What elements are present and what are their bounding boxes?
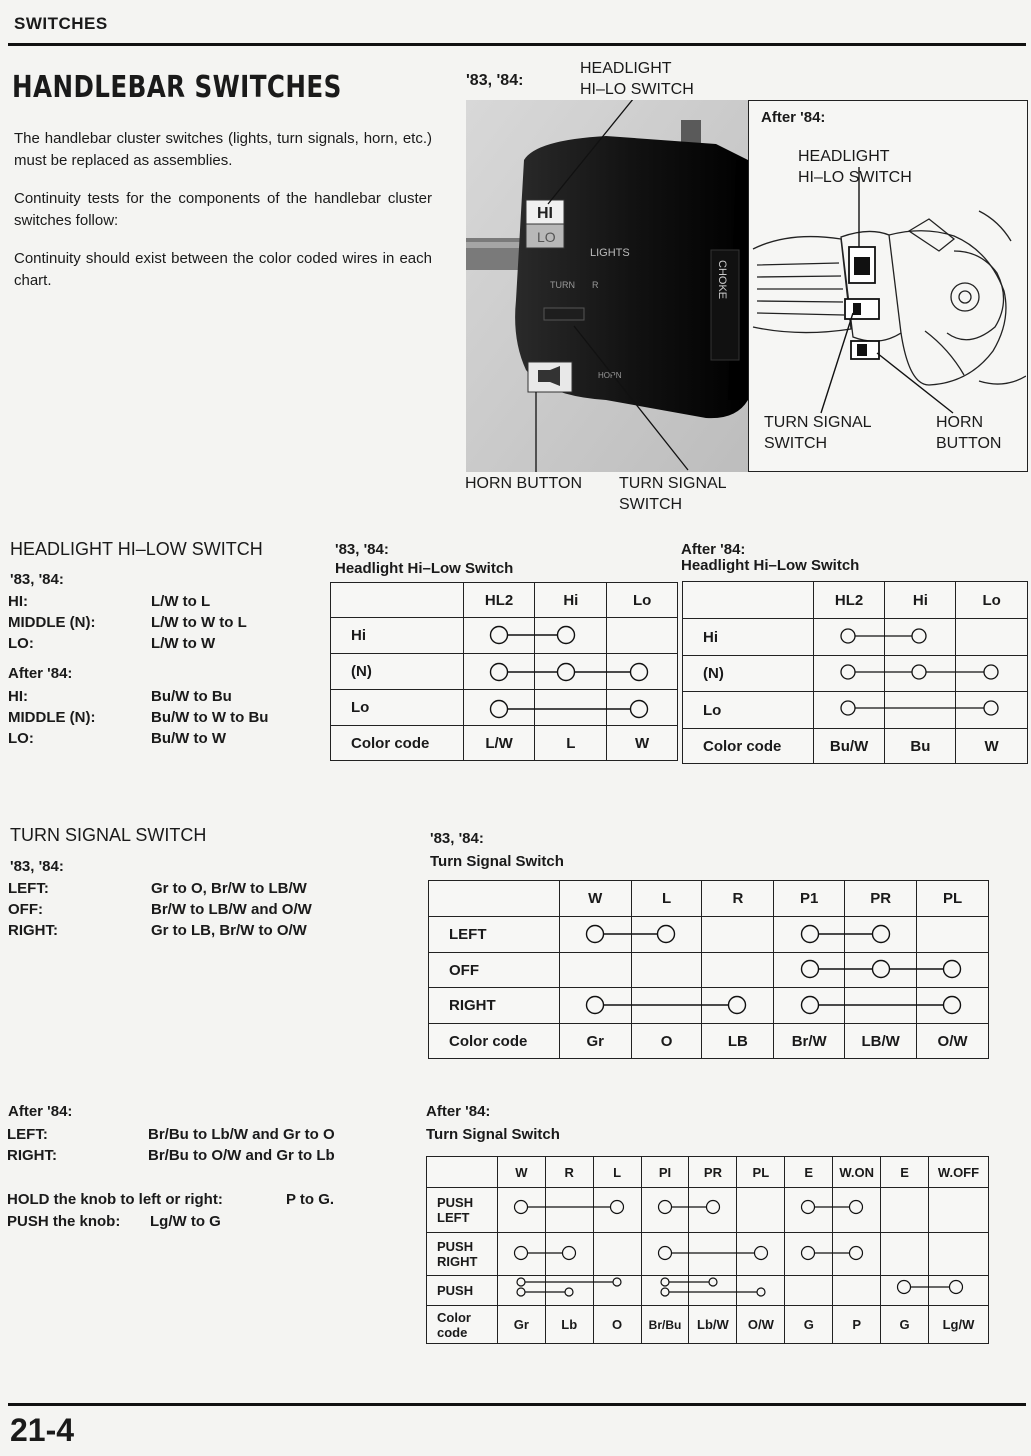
color-code-cell: O [593,1306,641,1344]
spec-row [8,593,247,614]
continuity-node [873,961,890,978]
photo-horn-text: HORN [598,371,622,380]
figure-left-turn-label: TURN SIGNAL SWITCH [619,475,727,513]
continuity-node [912,665,926,679]
continuity-node [587,926,604,943]
table-header-cell: PL [917,881,989,917]
turn-heading: TURN SIGNAL SWITCH [10,825,207,845]
continuity-node [659,1247,672,1260]
row-label: PUSH LEFT [427,1188,498,1233]
headlight-table1-year: '83, '84: [335,541,389,558]
continuity-node [841,629,855,643]
continuity-node [517,1288,525,1296]
turn-table2-continuity [426,1156,989,1346]
spec-row [8,730,268,751]
table-header-cell: W [497,1157,545,1188]
table-header-cell: L [593,1157,641,1188]
turn-spec-year-1: '83, '84: [10,858,64,875]
spec-label: HI: [8,593,28,610]
continuity-node [491,627,508,644]
spec-label: RIGHT: [7,1147,57,1164]
spec-label: LO: [8,635,34,652]
spec-row [8,880,312,901]
continuity-node [841,701,855,715]
color-code-label: Color code [331,726,464,761]
continuity-node [898,1281,911,1294]
page-number: 21-4 [10,1412,75,1448]
table-header-cell: R [702,881,774,917]
color-code-label: Color code [683,729,814,764]
spec-label: LEFT: [7,1126,48,1143]
color-code-cell: Gr [497,1306,545,1344]
continuity-node [515,1201,528,1214]
table-header-cell: Lo [956,582,1028,619]
photo-choke-text: CHOKE [716,260,728,300]
row-label: LEFT [429,917,560,953]
photo-r-text: R [592,280,599,290]
intro-paragraph-3: Continuity should exist between the color coded wires in each chart. [14,250,432,289]
color-code-cell: Gr [559,1024,631,1059]
figure-left-year: '83, '84: [466,72,524,89]
continuity-node [517,1278,525,1286]
switch-diagram-after-84 [748,100,1028,472]
color-code-label: Color code [427,1306,498,1344]
color-code-cell: P [833,1306,881,1344]
continuity-node [802,961,819,978]
continuity-node [802,1201,815,1214]
continuity-node [661,1278,669,1286]
spec-label: LEFT: [8,880,49,897]
headlight-spec-year-2: After '84: [8,665,73,682]
headlight-table1-continuity [330,582,678,762]
hold-knob-value: P to G. [286,1191,335,1208]
continuity-node [491,664,508,681]
table-header-cell: PL [737,1157,785,1188]
spec-value: Br/Bu to O/W and Gr to Lb [148,1147,335,1164]
continuity-node [984,665,998,679]
switch-photo-drawing [466,100,748,472]
continuity-node [984,701,998,715]
continuity-node [658,926,675,943]
section-header: SWITCHES [14,14,108,33]
spec-label: HI: [8,688,28,705]
intro-paragraph-1: The handlebar cluster switches (lights, turn signals, horn, etc.) must be replaced as assemblies. [14,130,432,169]
spec-value: Br/W to LB/W and O/W [151,901,312,918]
color-code-cell: W [607,726,678,761]
spec-row [8,635,247,656]
color-code-cell: L/W [463,726,535,761]
continuity-node [587,997,604,1014]
headlight-table2-title: Headlight Hi–Low Switch [681,557,860,574]
spec-label: RIGHT: [8,922,58,939]
table-header-cell: L [631,881,702,917]
color-code-cell: Bu [885,729,956,764]
push-knob-value: Lg/W to G [150,1213,221,1230]
row-label: PUSH RIGHT [427,1233,498,1276]
spec-label: MIDDLE (N): [8,614,96,631]
table-header-cell: Lo [607,583,678,618]
page-title: HANDLEBAR SWITCHES [12,70,342,105]
turn-spec-list-2 [7,1126,335,1168]
photo-lights-text: LIGHTS [590,247,630,259]
table-header-cell: R [545,1157,593,1188]
continuity-node [613,1278,621,1286]
spec-row [7,1147,335,1168]
continuity-node [950,1281,963,1294]
table-header-cell: HL2 [813,582,885,619]
table-header-cell: PI [641,1157,689,1188]
continuity-node [729,997,746,1014]
table-header-cell: W.ON [833,1157,881,1188]
turn-table2-year: After '84: [426,1103,491,1120]
continuity-node [912,629,926,643]
table-header-cell: W [559,881,631,917]
table-header-cell: W.OFF [929,1157,989,1188]
switch-photo-83-84 [466,100,748,472]
turn-table1-continuity [428,880,989,1060]
color-code-label: Color code [429,1024,560,1059]
continuity-node [944,997,961,1014]
spec-value: Bu/W to Bu [151,688,232,705]
color-code-cell: Lb [545,1306,593,1344]
row-label: Lo [331,690,464,726]
headlight-table2-continuity [682,581,1028,763]
headlight-spec-list-2 [8,688,268,751]
continuity-node [631,664,648,681]
spec-row [8,688,268,709]
row-label: Lo [683,692,814,729]
continuity-node [661,1288,669,1296]
photo-turn-text: TURN [550,280,575,290]
intro-paragraph-2: Continuity tests for the components of the handlebar cluster switches follow: [14,190,432,229]
spec-value: L/W to W to L [151,614,247,631]
color-code-cell: Br/Bu [641,1306,689,1344]
figure-right-turn-label: TURN SIGNAL SWITCH [764,414,872,452]
turn-table2-title: Turn Signal Switch [426,1126,560,1143]
figure-right-headlight-label: HEADLIGHT HI–LO SWITCH [798,148,912,186]
spec-row [7,1126,335,1147]
row-label: Hi [331,618,464,654]
continuity-node [563,1247,576,1260]
continuity-node [850,1247,863,1260]
row-label: Hi [683,619,814,656]
figure-right-horn-label: HORN BUTTON [936,414,1002,452]
continuity-node [802,926,819,943]
color-code-cell: Lb/W [689,1306,737,1344]
row-label: (N) [331,654,464,690]
table-header-cell: E [785,1157,833,1188]
table-header-cell: E [881,1157,929,1188]
continuity-node [850,1201,863,1214]
spec-value: Bu/W to W [151,730,226,747]
spec-row [8,901,312,922]
headlight-table2-year: After '84: [681,541,746,558]
row-label: OFF [429,953,560,988]
table-header-cell: HL2 [463,583,535,618]
spec-label: MIDDLE (N): [8,709,96,726]
spec-value: Bu/W to W to Bu [151,709,269,726]
turn-spec-year-2: After '84: [8,1103,73,1120]
row-label: PUSH [427,1276,498,1306]
table-header-cell: Hi [885,582,956,619]
spec-row [8,922,312,943]
continuity-node [944,961,961,978]
figure-right-year: After '84: [761,109,826,126]
continuity-node [755,1247,768,1260]
continuity-node [841,665,855,679]
continuity-node [611,1201,624,1214]
continuity-node [558,664,575,681]
continuity-node [802,997,819,1014]
color-code-cell: O/W [737,1306,785,1344]
top-rule [8,43,1026,46]
row-label: (N) [683,656,814,692]
continuity-node [631,701,648,718]
table-header-cell: Hi [535,583,607,618]
photo-hi-text: HI [537,205,553,222]
spec-value: Br/Bu to Lb/W and Gr to O [148,1126,335,1143]
spec-value: Gr to LB, Br/W to O/W [151,922,307,939]
color-code-cell: Br/W [774,1024,845,1059]
continuity-node [802,1247,815,1260]
color-code-cell: O [631,1024,702,1059]
continuity-node [873,926,890,943]
turn-table1-title: Turn Signal Switch [430,853,564,870]
spec-label: OFF: [8,901,43,918]
turn-table1-year: '83, '84: [430,830,484,847]
spec-row [8,614,247,635]
color-code-cell: LB [702,1024,774,1059]
headlight-table1-title: Headlight Hi–Low Switch [335,560,514,577]
spec-label: LO: [8,730,34,747]
spec-value: L/W to W [151,635,216,652]
push-knob-label: PUSH the knob: [7,1213,121,1230]
figure-left-horn-label: HORN BUTTON [465,475,583,492]
continuity-node [707,1201,720,1214]
table-header-cell: PR [845,881,917,917]
headlight-spec-year-1: '83, '84: [10,571,64,588]
bottom-rule [8,1403,1026,1406]
color-code-cell: G [881,1306,929,1344]
color-code-cell: LB/W [845,1024,917,1059]
spec-value: Gr to O, Br/W to LB/W [151,880,307,897]
continuity-node [757,1288,765,1296]
color-code-cell: G [785,1306,833,1344]
table-header-cell: PR [689,1157,737,1188]
color-code-cell: Lg/W [929,1306,989,1344]
continuity-node [709,1278,717,1286]
continuity-node [491,701,508,718]
row-label: RIGHT [429,988,560,1024]
continuity-node [515,1247,528,1260]
spec-value: L/W to L [151,593,211,610]
color-code-cell: W [956,729,1028,764]
continuity-node [558,627,575,644]
spec-row [8,709,268,730]
color-code-cell: Bu/W [813,729,885,764]
headlight-heading: HEADLIGHT HI–LOW SWITCH [10,539,263,559]
color-code-cell: L [535,726,607,761]
continuity-node [565,1288,573,1296]
photo-lo-text: LO [537,229,556,245]
table-header-cell: P1 [774,881,845,917]
figure-left-headlight-label: HEADLIGHT HI–LO SWITCH [580,60,694,98]
turn-spec-list-1 [8,880,312,943]
hold-knob-label: HOLD the knob to left or right: [7,1191,223,1208]
headlight-spec-list-1 [8,593,247,656]
color-code-cell: O/W [917,1024,989,1059]
continuity-node [659,1201,672,1214]
